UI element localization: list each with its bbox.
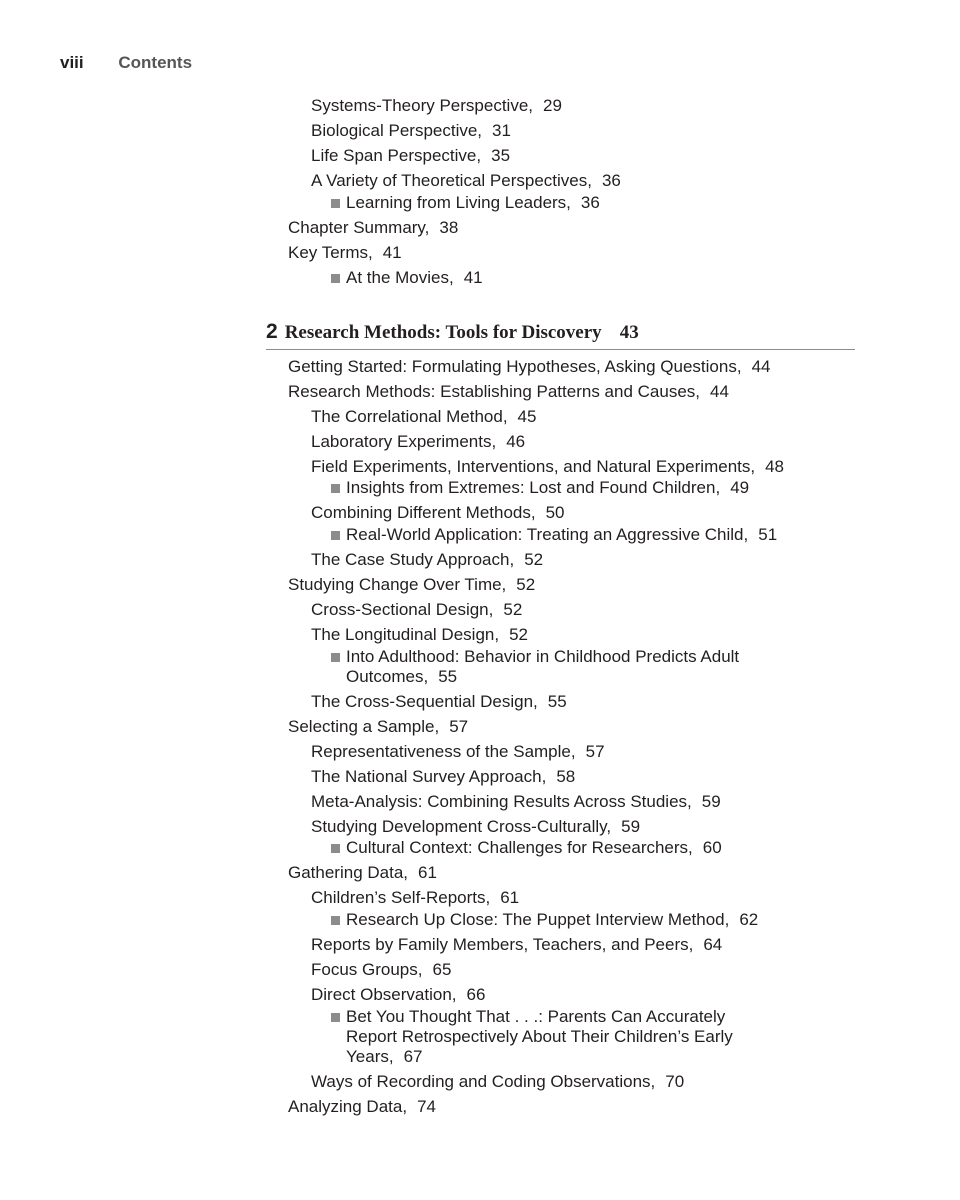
page-number: 55 bbox=[438, 667, 458, 686]
entry-title: Cultural Context: Challenges for Researchers, bbox=[346, 838, 693, 857]
entry-title: Real-World Application: Treating an Aggressive Child, bbox=[346, 525, 749, 544]
square-bullet-icon bbox=[331, 1013, 340, 1022]
entry-title: Biological Perspective, bbox=[311, 121, 483, 140]
entry-title: Outcomes, bbox=[346, 667, 429, 686]
toc-entry[interactable] bbox=[288, 357, 771, 377]
page-number: 36 bbox=[580, 193, 600, 212]
toc-entry[interactable] bbox=[288, 218, 458, 238]
toc-entry[interactable] bbox=[288, 1097, 436, 1117]
entry-title: Children’s Self-Reports, bbox=[311, 888, 491, 907]
page-number: 35 bbox=[491, 146, 511, 165]
entry-title: Key Terms, bbox=[288, 243, 373, 262]
entry-title: Insights from Extremes: Lost and Found Children, bbox=[346, 478, 721, 497]
entry-title: Reports by Family Members, Teachers, and Peers, bbox=[311, 935, 694, 954]
page-number: 65 bbox=[432, 960, 452, 979]
page-number: 74 bbox=[417, 1097, 436, 1116]
toc-entry[interactable] bbox=[311, 935, 722, 955]
page-number: 41 bbox=[463, 268, 483, 287]
entry-title: Chapter Summary, bbox=[288, 218, 430, 237]
entry-title: Getting Started: Formulating Hypotheses, Asking Questions, bbox=[288, 357, 742, 376]
entry-title: At the Movies, bbox=[346, 268, 454, 287]
entry-title: Laboratory Experiments, bbox=[311, 432, 497, 451]
page-number: 64 bbox=[703, 935, 723, 954]
toc-entry[interactable] bbox=[311, 503, 565, 523]
toc-entry[interactable] bbox=[311, 767, 575, 787]
entry-title: The Cross-Sequential Design, bbox=[311, 692, 538, 711]
chapter-number: 2 bbox=[266, 320, 278, 343]
entry-title: Life Span Perspective, bbox=[311, 146, 482, 165]
page-number: 49 bbox=[730, 478, 750, 497]
toc-feature-entry[interactable] bbox=[346, 525, 777, 545]
square-bullet-icon bbox=[331, 653, 340, 662]
toc-feature-entry-continued[interactable] bbox=[346, 667, 457, 687]
entry-title: Systems-Theory Perspective, bbox=[311, 96, 534, 115]
toc-entry[interactable] bbox=[311, 407, 536, 427]
page-number: 59 bbox=[701, 792, 721, 811]
entry-title: Gathering Data, bbox=[288, 863, 409, 882]
toc-entry[interactable] bbox=[311, 171, 621, 191]
toc-feature-entry[interactable] bbox=[346, 268, 483, 288]
entry-title: The Longitudinal Design, bbox=[311, 625, 500, 644]
entry-title: Into Adulthood: Behavior in Childhood Predicts Adult bbox=[346, 647, 740, 666]
page-number: 55 bbox=[547, 692, 567, 711]
square-bullet-icon bbox=[331, 274, 340, 283]
entry-title: Learning from Living Leaders, bbox=[346, 193, 571, 212]
toc-entry[interactable] bbox=[311, 742, 605, 762]
square-bullet-icon bbox=[331, 199, 340, 208]
entry-title: Research Methods: Establishing Patterns and Causes, bbox=[288, 382, 701, 401]
page-number: 58 bbox=[556, 767, 576, 786]
toc-feature-entry[interactable] bbox=[346, 1007, 725, 1027]
entry-title: Selecting a Sample, bbox=[288, 717, 440, 736]
page-number: 70 bbox=[665, 1072, 685, 1091]
page-number: 51 bbox=[758, 525, 778, 544]
page-number: 52 bbox=[516, 575, 536, 594]
toc-feature-entry-continued[interactable] bbox=[346, 1047, 423, 1067]
page-folio: viii bbox=[60, 53, 84, 72]
toc-entry[interactable] bbox=[311, 817, 640, 837]
page-number: 29 bbox=[543, 96, 562, 115]
toc-entry[interactable] bbox=[311, 96, 562, 116]
toc-entry[interactable] bbox=[311, 457, 784, 477]
entry-title: Research Up Close: The Puppet Interview Method, bbox=[346, 910, 730, 929]
page-number: 44 bbox=[710, 382, 729, 401]
toc-feature-entry[interactable] bbox=[346, 910, 758, 930]
chapter-page: 43 bbox=[619, 322, 639, 343]
toc-entry[interactable] bbox=[311, 121, 511, 141]
entry-title: Field Experiments, Interventions, and Natural Experiments, bbox=[311, 457, 756, 476]
entry-title: Studying Change Over Time, bbox=[288, 575, 507, 594]
toc-entry[interactable] bbox=[311, 888, 519, 908]
page-number: 46 bbox=[506, 432, 526, 451]
entry-title: Combining Different Methods, bbox=[311, 503, 536, 522]
entry-title: Studying Development Cross-Culturally, bbox=[311, 817, 612, 836]
entry-title: A Variety of Theoretical Perspectives, bbox=[311, 171, 592, 190]
page-number: 66 bbox=[466, 985, 486, 1004]
page-number: 57 bbox=[585, 742, 605, 761]
toc-entry[interactable] bbox=[288, 243, 402, 263]
entry-title: Bet You Thought That . . .: Parents Can Accurately bbox=[346, 1007, 726, 1026]
square-bullet-icon bbox=[331, 916, 340, 925]
entry-title: Analyzing Data, bbox=[288, 1097, 408, 1116]
toc-feature-entry[interactable] bbox=[346, 647, 739, 667]
chapter-title: Research Methods: Tools for Discovery bbox=[284, 322, 602, 343]
toc-entry[interactable] bbox=[311, 146, 510, 166]
page-number: 50 bbox=[545, 503, 565, 522]
entry-title: Report Retrospectively About Their Children’s Early bbox=[346, 1027, 733, 1046]
toc-feature-entry[interactable] bbox=[346, 193, 600, 213]
toc-entry[interactable] bbox=[311, 792, 721, 812]
toc-entry[interactable] bbox=[311, 692, 567, 712]
page-number: 36 bbox=[601, 171, 621, 190]
toc-entry[interactable] bbox=[311, 600, 522, 620]
toc-entry[interactable] bbox=[311, 1072, 684, 1092]
entry-title: Ways of Recording and Coding Observations, bbox=[311, 1072, 656, 1091]
page-number: 41 bbox=[382, 243, 402, 262]
page-number: 61 bbox=[500, 888, 520, 907]
entry-title: Meta-Analysis: Combining Results Across Studies, bbox=[311, 792, 692, 811]
toc-entry[interactable] bbox=[288, 575, 535, 595]
page-number: 48 bbox=[765, 457, 785, 476]
entry-title: Cross-Sectional Design, bbox=[311, 600, 494, 619]
page-number: 62 bbox=[739, 910, 759, 929]
toc-feature-entry[interactable] bbox=[346, 478, 749, 498]
entry-title: Representativeness of the Sample, bbox=[311, 742, 576, 761]
toc-entry[interactable] bbox=[311, 432, 525, 452]
toc-entry[interactable] bbox=[311, 625, 528, 645]
page-number: 44 bbox=[751, 357, 771, 376]
entry-title: The Case Study Approach, bbox=[311, 550, 515, 569]
page-number: 59 bbox=[621, 817, 641, 836]
entry-title: Focus Groups, bbox=[311, 960, 423, 979]
toc-entry[interactable] bbox=[311, 550, 543, 570]
page-number: 45 bbox=[517, 407, 537, 426]
square-bullet-icon bbox=[331, 484, 340, 493]
entry-title: The National Survey Approach, bbox=[311, 767, 547, 786]
square-bullet-icon bbox=[331, 531, 340, 540]
entry-title: Direct Observation, bbox=[311, 985, 457, 1004]
page-number: 67 bbox=[403, 1047, 423, 1066]
toc-feature-entry[interactable] bbox=[346, 838, 722, 858]
square-bullet-icon bbox=[331, 844, 340, 853]
page-number: 52 bbox=[524, 550, 544, 569]
entry-title: Years, bbox=[346, 1047, 394, 1066]
toc-feature-entry-continued[interactable] bbox=[346, 1027, 733, 1047]
page-number: 61 bbox=[418, 863, 437, 882]
toc-entry[interactable] bbox=[288, 382, 729, 402]
running-head-title: Contents bbox=[118, 53, 193, 72]
toc-entry[interactable] bbox=[288, 717, 468, 737]
toc-entry[interactable] bbox=[311, 985, 485, 1005]
page-number: 31 bbox=[492, 121, 511, 140]
page-number: 60 bbox=[702, 838, 722, 857]
page-number: 38 bbox=[439, 218, 459, 237]
chapter-rule bbox=[266, 349, 855, 350]
running-head bbox=[60, 53, 192, 73]
page-number: 57 bbox=[449, 717, 469, 736]
entry-title: The Correlational Method, bbox=[311, 407, 508, 426]
page-number: 52 bbox=[503, 600, 523, 619]
chapter-heading[interactable] bbox=[266, 320, 639, 344]
toc-entry[interactable] bbox=[311, 960, 451, 980]
toc-entry[interactable] bbox=[288, 863, 437, 883]
page-number: 52 bbox=[509, 625, 528, 644]
